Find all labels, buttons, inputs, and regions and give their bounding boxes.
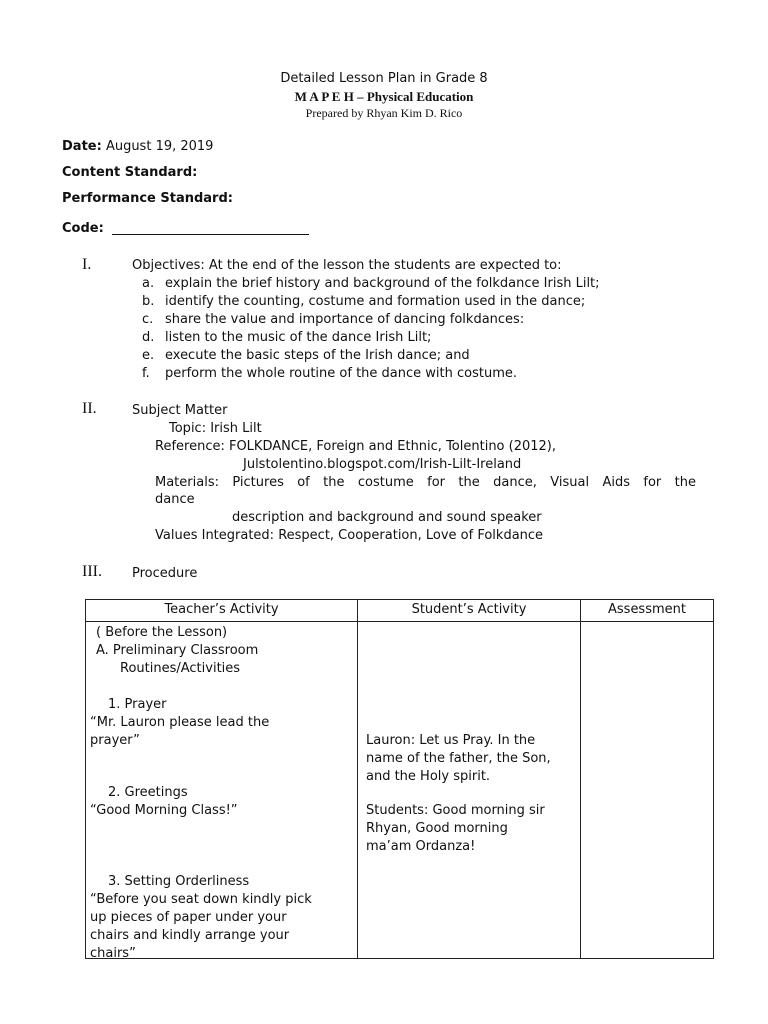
objective-item (142, 276, 154, 291)
date-label: Date: (62, 139, 102, 154)
code-underline (112, 234, 309, 235)
section1-numeral: I. (82, 256, 92, 273)
header-student-activity: Student’s Activity (358, 600, 581, 622)
materials-line-2: dance (155, 492, 195, 507)
student-line: and the Holy spirit. (366, 769, 491, 784)
student-line: Rhyan, Good morning (366, 821, 508, 836)
procedure-table (85, 599, 714, 959)
objective-text: explain the brief history and background of the folkdance Irish Lilt; (165, 276, 600, 291)
objective-item (142, 330, 154, 345)
teacher-line: prayer” (90, 733, 140, 748)
objective-letter: a. (142, 276, 155, 291)
teacher-line: up pieces of paper under your (90, 910, 287, 925)
section3-heading: Procedure (132, 566, 198, 581)
code-label: Code: (62, 221, 104, 236)
materials-line-3: description and background and sound speaker (232, 510, 542, 525)
student-line: Students: Good morning sir (366, 803, 545, 818)
assessment-cell (581, 622, 714, 959)
reference-url: Julstolentino.blogspot.com/Irish-Lilt-Ireland (243, 457, 522, 472)
subject-title: M A P E H – Physical Education (294, 89, 474, 104)
teacher-line: ( Before the Lesson) (96, 625, 228, 640)
objective-letter: c. (142, 312, 154, 327)
teacher-line: “Good Morning Class!” (90, 803, 238, 818)
teacher-line: “Before you seat down kindly pick (90, 892, 312, 907)
objective-letter: b. (142, 294, 155, 309)
teacher-line: chairs and kindly arrange your (90, 928, 290, 943)
teacher-line: A. Preliminary Classroom (96, 643, 259, 658)
objective-text: identify the counting, costume and formation used in the dance; (165, 294, 586, 309)
topic-line: Topic: Irish Lilt (169, 421, 262, 436)
reference-line: Reference: FOLKDANCE, Foreign and Ethnic, Tolentino (2012), (155, 439, 557, 454)
teacher-line: 3. Setting Orderliness (108, 874, 250, 889)
objective-text: share the value and importance of dancing folkdances: (165, 312, 525, 327)
header-teacher-activity: Teacher’s Activity (86, 600, 358, 622)
objective-text: execute the basic steps of the Irish dance; and (165, 348, 470, 363)
content-standard-label: Content Standard: (62, 165, 198, 180)
objective-letter: d. (142, 330, 155, 345)
document-title: Detailed Lesson Plan in Grade 8 (280, 71, 488, 86)
objective-item (142, 294, 154, 309)
table-header-row (86, 600, 714, 622)
objective-item (142, 366, 150, 381)
date-row (62, 139, 213, 154)
section2-heading: Subject Matter (132, 403, 228, 418)
student-activity-cell (358, 622, 581, 959)
objective-letter: e. (142, 348, 155, 363)
objective-item (142, 312, 153, 327)
student-line: ma’am Ordanza! (366, 839, 476, 854)
objective-item (142, 348, 154, 363)
teacher-line: Routines/Activities (120, 661, 241, 676)
performance-standard-label: Performance Standard: (62, 191, 233, 206)
teacher-line: 2. Greetings (108, 785, 188, 800)
objective-text: perform the whole routine of the dance with costume. (165, 366, 517, 381)
objective-text: listen to the music of the dance Irish Lilt; (165, 330, 432, 345)
section1-heading: Objectives: At the end of the lesson the students are expected to: (132, 258, 562, 273)
header-assessment: Assessment (581, 600, 714, 622)
section2-numeral: II. (82, 400, 97, 417)
student-line: Lauron: Let us Pray. In the (366, 733, 536, 748)
table-row (86, 622, 714, 959)
teacher-line: “Mr. Lauron please lead the (90, 715, 270, 730)
date-value: August 19, 2019 (105, 139, 214, 154)
values-line: Values Integrated: Respect, Cooperation, Love of Folkdance (155, 528, 544, 543)
prepared-by: Prepared by Rhyan Kim D. Rico (305, 106, 463, 120)
teacher-line: chairs” (90, 946, 136, 961)
teacher-activity-cell (86, 622, 358, 959)
materials-line: Materials: Pictures of the costume for the dance, Visual Aids for the (155, 475, 696, 490)
student-line: name of the father, the Son, (366, 751, 551, 766)
teacher-line: 1. Prayer (108, 697, 167, 712)
section3-numeral: III. (82, 563, 102, 580)
objective-letter: f. (142, 366, 150, 381)
